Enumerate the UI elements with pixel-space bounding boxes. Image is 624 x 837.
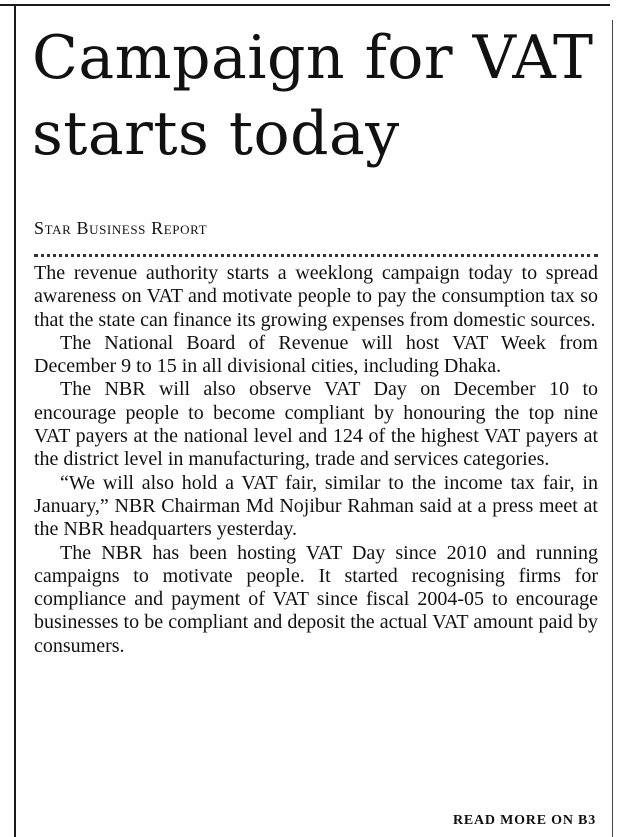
article-body [34,262,598,658]
article-byline: Star Business Report [34,218,208,238]
article-paragraph: “We will also hold a VAT fair, similar to the income tax fair, in January,” NBR Chairman Md Nojibur Rahman said at a press meet at the NBR headquarters yesterday. [34,471,598,541]
column-divider-rule [612,20,613,837]
article-paragraph: The revenue authority starts a weeklong campaign today to spread awareness on VAT and motivate people to pay the consumption tax so that the state can finance its growing expenses from domestic sources. [34,262,598,331]
article-paragraph: The NBR has been hosting VAT Day since 2010 and running campaigns to motivate people. It started recognising firms for compliance and payment of VAT since fiscal 2004-05 to encourage businesses to be compliant and deposit the actual VAT amount paid by consumers. [34,541,598,657]
top-border-rule [0,4,610,6]
article-paragraph: The National Board of Revenue will host VAT Week from December 9 to 15 in all divisional cities, including Dhaka. [34,331,598,378]
article-headline: Campaign for VAT starts today [32,23,594,169]
article-paragraph: The NBR will also observe VAT Day on December 10 to encourage people to become compliant by honouring the top nine VAT payers at the national level and 124 of the highest VAT payers at the district level in manufacturing, trade and services categories. [34,378,598,471]
byline-dotted-divider [34,254,598,257]
read-more-continuation[interactable]: READ MORE ON B3 [452,813,596,828]
left-border-rule [14,4,16,837]
